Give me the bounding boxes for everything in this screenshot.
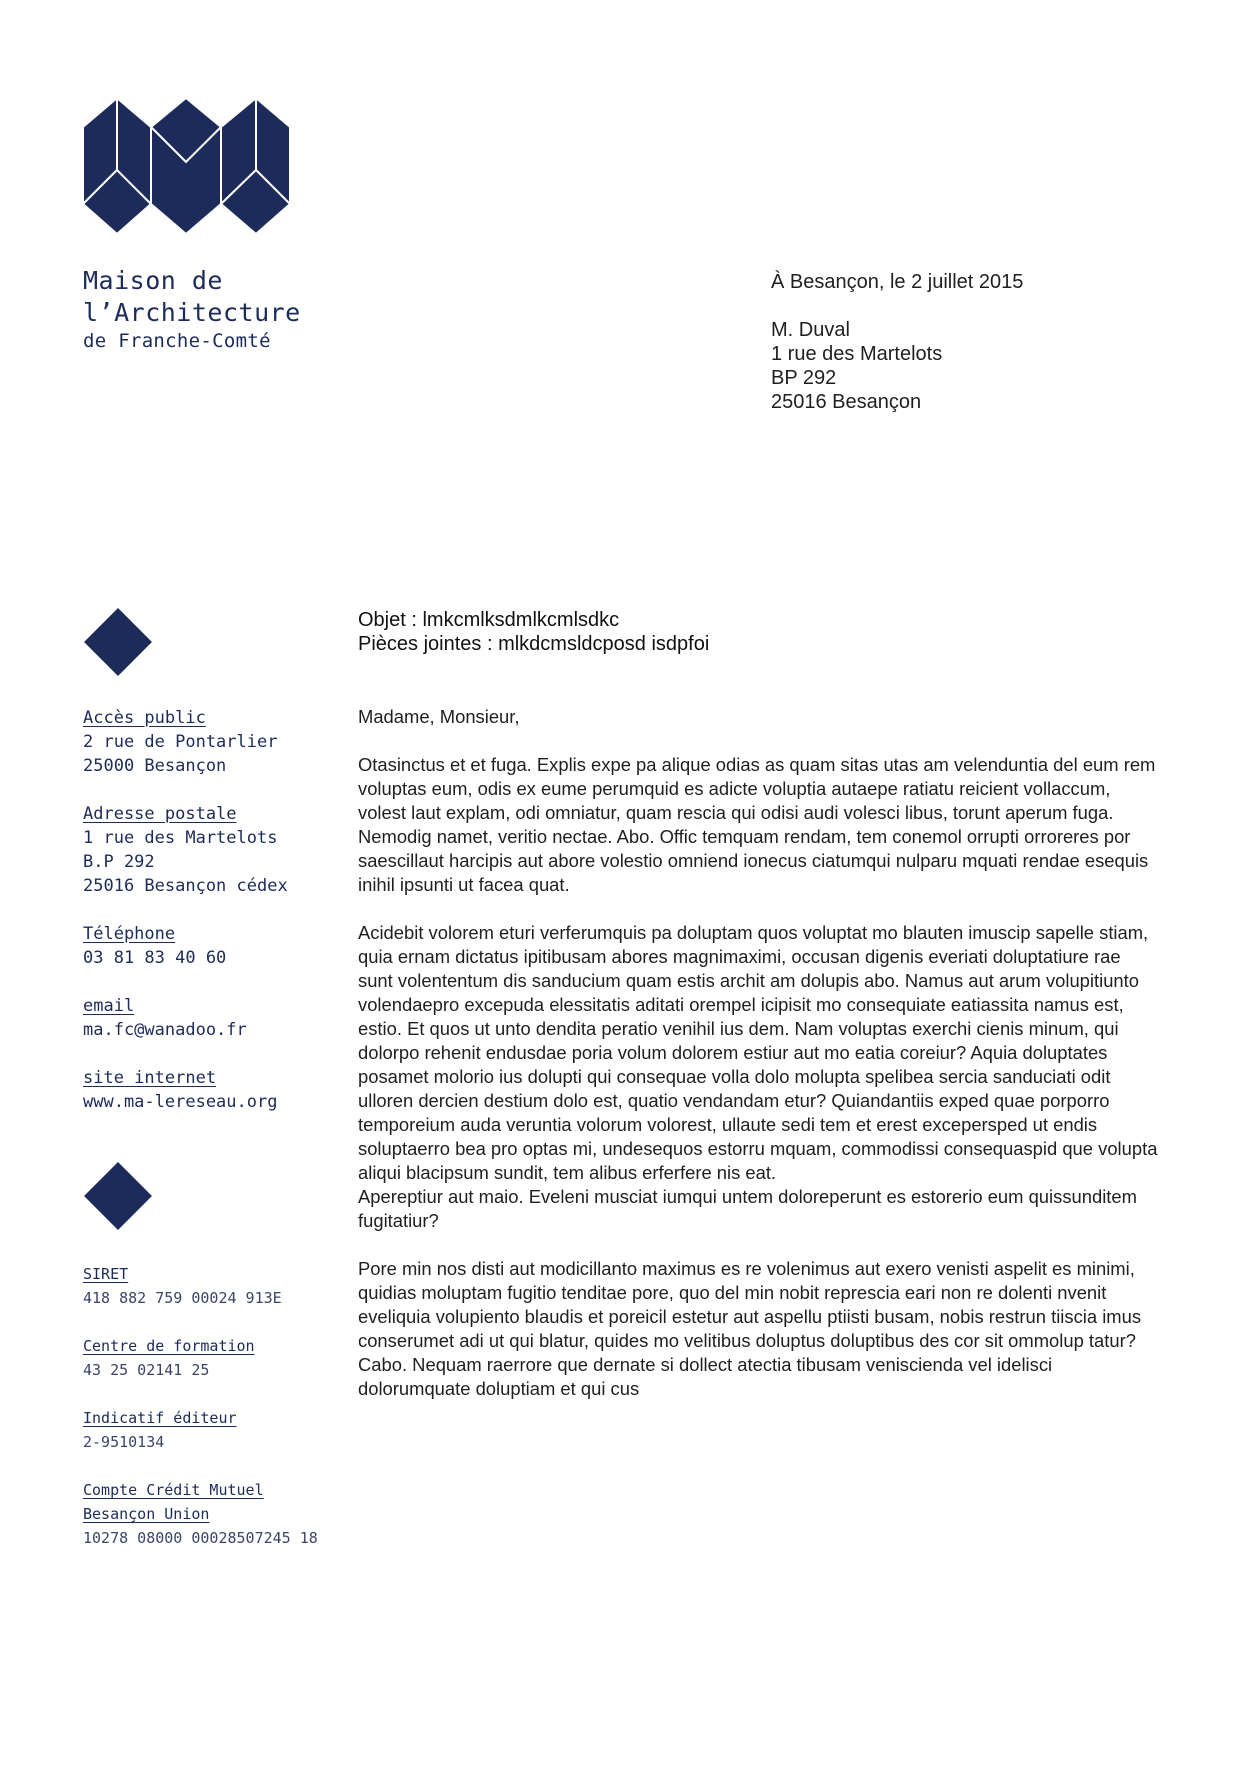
recipient-box: BP 292 (771, 367, 837, 389)
diamond-icon (84, 608, 152, 676)
training-center-group (83, 1334, 383, 1382)
website-heading: site internet (83, 1068, 217, 1088)
public-access-group (83, 706, 343, 778)
letter-subject-block (358, 608, 1158, 656)
siret-group (83, 1262, 383, 1310)
public-access-heading: Accès public (83, 708, 206, 728)
maison-architecture-logo (83, 98, 290, 234)
publisher-code-group (83, 1406, 383, 1454)
phone-group (83, 922, 343, 970)
phone-heading: Téléphone (83, 924, 176, 944)
postal-address-line: 1 rue des Martelots (83, 828, 278, 848)
paragraph: Acidebit volorem eturi verferumquis pa doluptam quos voluptat mo blauten imuscip sapelle stiam, quia ernam dictatus ipitibusam abores magnimaximi, occusan digenis everiati doluptatiure rae sunt volententum dis sanducium quam estis archit am dolupis abo. Namus aut arum volupitiunto volendaepro excepuda elessitatis aditati orempel icipisit mo consequiate eatiassita namus est, estio. Et quos ut unto dendita peratio venihil ius dem. Nam voluptas exerchi cienis minum, qui dolorpo rehenit endusdae poria volum dolorem estiur aut mo eatia coreiur? Aquia doluptates posamet molorio ius dolupti qui consequae volla dolo molupta spelibea sercia sanduciati odit ulloren dercien destium dolo est, quatio vendandam etur? Quiandantiis exped quae porporro temporeium auda veruntia volorum volorest, ullaute sedi tem et erest excepersped ut endis soluptaerro bea pro optas mi, undesequos estorru mquam, commodissi consequaspid que volupta aliqui blacipsum sundit, tem alibus erferfere nis eat. (358, 922, 1158, 1183)
bank-account-group (83, 1478, 383, 1550)
recipient-name: M. Duval (771, 319, 850, 341)
postal-address-heading: Adresse postale (83, 804, 237, 824)
org-name-line-3: de Franche-Comté (83, 330, 271, 352)
bank-account-heading: Compte Crédit Mutuel (83, 1481, 264, 1499)
email-value[interactable]: ma.fc@wanadoo.fr (83, 1020, 247, 1040)
letter-date: À Besançon, le 2 juillet 2015 (771, 271, 1024, 293)
bank-account-heading: Besançon Union (83, 1505, 210, 1523)
letter-subject: Objet : lmkcmlksdmlkcmlsdkc (358, 609, 620, 631)
recipient-city: 25016 Besançon (771, 391, 922, 413)
website-value[interactable]: www.ma-lereseau.org (83, 1092, 278, 1112)
diamond-icon (84, 1162, 152, 1230)
public-access-line: 2 rue de Pontarlier (83, 732, 278, 752)
recipient-block (771, 270, 1191, 414)
paragraph: Pore min nos disti aut modicillanto maximus es re volenimus aut exero venisti aspelit es minimi, quidias moluptam fugitio tenditae pore, quo del min nobit represcia eari non re dolenti nvenit eveliquia volupiento blaudis et poreicil estetur aut aspellu ptiisti busam, nobis restrun tiiscia imus conserumet adi ut qui blatur, quides mo velitibus doluptus doluptibus des cor sit ommolup tatur? Cabo. Nequam raerrore que dernate si dollect atectia tibusam veniscienda vel idelisci dolorumquate doluptiam et qui cus (358, 1258, 1142, 1399)
email-heading: email (83, 996, 135, 1016)
org-name-line-2: l’Architecture (83, 298, 301, 327)
phone-value: 03 81 83 40 60 (83, 948, 227, 968)
paragraph: Otasinctus et et fuga. Explis expe pa alique odias as quam sitas utas am velenduntia del eum rem voluptas eum, odis ex eume perumquid es adicte voluptia autaepe ratiatu reicient vollaccum, volest laut explam, odi omniatur, quam rescia qui odisi audi volesci libus, torunt aperum fuga. Nemodig namet, veritio nectae. Abo. Offic temquam rendam, tem conemol orrupti orroreres por saescillaut harcipis aut abore volestio omniend ionecus ciatumqui nulparu mquati rendae esequis inihil ipsunti ut facea quat. (358, 754, 1156, 895)
public-access-line: 25000 Besançon (83, 756, 227, 776)
letter-attachments: Pièces jointes : mlkdcmsldcposd isdpfoi (358, 633, 710, 655)
legal-sidebar (83, 1262, 383, 1574)
paragraph: Apereptiur aut maio. Eveleni musciat iumqui untem doloreperunt es estorerio eum quissunditem fugitatiur? (358, 1186, 1137, 1231)
salutation: Madame, Monsieur, (358, 706, 520, 727)
letter-body (358, 705, 1158, 1425)
training-center-value: 43 25 02141 25 (83, 1361, 210, 1379)
contact-sidebar (83, 706, 343, 1138)
postal-address-line: B.P 292 (83, 852, 155, 872)
organization-name (83, 265, 301, 354)
siret-heading: SIRET (83, 1265, 129, 1283)
siret-value: 418 882 759 00024 913E (83, 1289, 282, 1307)
postal-address-group (83, 802, 343, 898)
postal-address-line: 25016 Besançon cédex (83, 876, 288, 896)
publisher-code-value: 2-9510134 (83, 1433, 165, 1451)
org-name-line-1: Maison de (83, 266, 223, 295)
publisher-code-heading: Indicatif éditeur (83, 1409, 237, 1427)
website-group (83, 1066, 343, 1114)
training-center-heading: Centre de formation (83, 1337, 255, 1355)
email-group (83, 994, 343, 1042)
recipient-street: 1 rue des Martelots (771, 343, 943, 365)
bank-account-value: 10278 08000 00028507245 18 (83, 1529, 318, 1547)
